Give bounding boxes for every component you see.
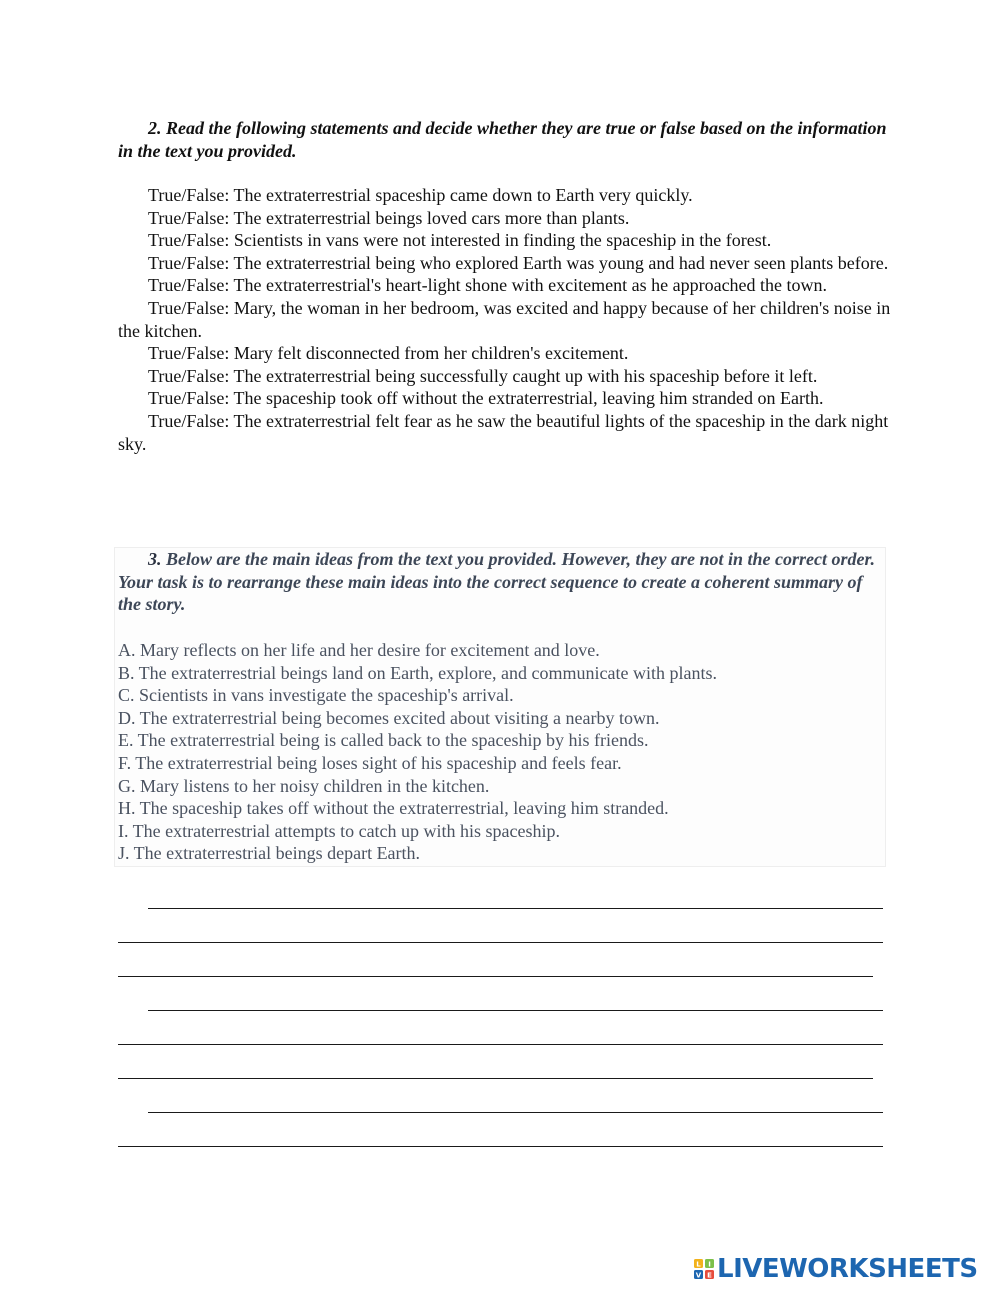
svg-text:V: V	[695, 1271, 702, 1280]
statement-item: True/False: The extraterrestrial being successfully caught up with his spaceship before it left.	[148, 365, 818, 386]
main-idea-item: E. The extraterrestrial being is called back to the spaceship by his friends.	[118, 730, 649, 751]
svg-text:E: E	[707, 1271, 712, 1280]
main-idea-item: B. The extraterrestrial beings land on Earth, explore, and communicate with plants.	[118, 662, 717, 683]
statement-item: True/False: Mary felt disconnected from her children's excitement.	[148, 343, 629, 364]
answer-line[interactable]	[148, 1010, 883, 1011]
svg-text:L: L	[696, 1260, 701, 1269]
question-3-number: 3.	[148, 549, 162, 569]
question-3-text: Below are the main ideas from the text you provided. However, they are not in the correct order. Your task is to rearrange these main ideas into the correct sequence to create a coherent summary of the story.	[118, 549, 875, 615]
answer-line[interactable]	[118, 1078, 873, 1079]
statement-item: True/False: The spaceship took off without the extraterrestrial, leaving him stranded on Earth.	[148, 388, 824, 409]
answer-line[interactable]	[118, 1044, 883, 1045]
statement-item: True/False: Mary, the woman in her bedroom, was excited and happy because of her children's noise in the kitchen.	[118, 297, 891, 341]
answer-line[interactable]	[148, 1112, 883, 1113]
main-idea-item: J. The extraterrestrial beings depart Earth.	[118, 843, 421, 864]
statement-item: True/False: The extraterrestrial spaceship came down to Earth very quickly.	[148, 185, 693, 205]
statement-item: True/False: The extraterrestrial's heart-light shone with excitement as he approached the town.	[148, 275, 828, 296]
question-2-number: 2.	[148, 118, 162, 138]
true-false-statements	[118, 184, 893, 455]
main-idea-item: F. The extraterrestrial being loses sight of his spaceship and feels fear.	[118, 752, 622, 773]
answer-line[interactable]	[148, 908, 883, 909]
question-3-heading	[118, 548, 878, 616]
answer-line[interactable]	[118, 976, 873, 977]
main-ideas-list	[118, 639, 888, 865]
main-idea-item: G. Mary listens to her noisy children in the kitchen.	[118, 775, 490, 796]
statement-item: True/False: The extraterrestrial being who explored Earth was young and had never seen plants before.	[148, 252, 889, 273]
main-idea-item: C. Scientists in vans investigate the spaceship's arrival.	[118, 685, 514, 706]
answer-line[interactable]	[118, 1146, 883, 1147]
svg-text:I: I	[708, 1260, 711, 1269]
question-2-heading	[118, 117, 888, 163]
brand-name: LIVEWORKSHEETS	[717, 1254, 978, 1284]
main-idea-item: D. The extraterrestrial being becomes excited about visiting a nearby town.	[118, 707, 660, 728]
main-idea-item: A. Mary reflects on her life and her desire for excitement and love.	[118, 640, 600, 660]
statement-item: True/False: Scientists in vans were not interested in finding the spaceship in the forest.	[148, 230, 772, 251]
answer-line[interactable]	[118, 942, 883, 943]
statement-item: True/False: The extraterrestrial felt fear as he saw the beautiful lights of the spaceship in the dark night sky.	[118, 410, 889, 454]
main-idea-item: H. The spaceship takes off without the extraterrestrial, leaving him stranded.	[118, 798, 669, 819]
main-idea-item: I. The extraterrestrial attempts to catch up with his spaceship.	[118, 820, 561, 841]
statement-item: True/False: The extraterrestrial beings loved cars more than plants.	[148, 207, 630, 228]
liveworksheets-logo-icon	[693, 1258, 715, 1280]
question-2-text: Read the following statements and decide whether they are true or false based on the information in the text you provided.	[118, 118, 887, 161]
liveworksheets-brand	[693, 1254, 978, 1284]
